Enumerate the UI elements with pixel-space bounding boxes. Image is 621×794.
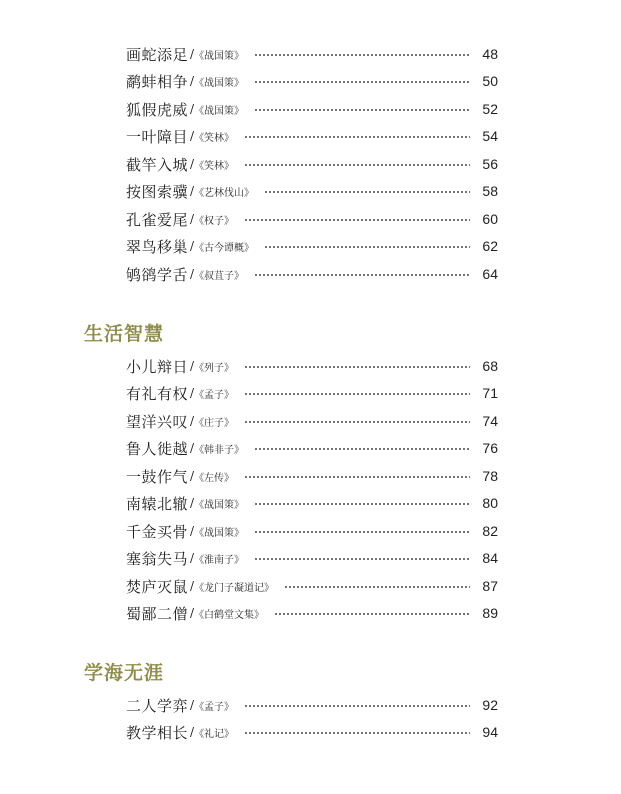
toc-entry[interactable]: [126, 492, 498, 514]
entry-source: 《白鹤堂文集》: [194, 609, 265, 621]
entry-source: 《战国策》: [194, 77, 245, 89]
separator: /: [190, 267, 195, 281]
toc-entry[interactable]: [126, 180, 498, 202]
toc-entry[interactable]: [126, 721, 498, 743]
entry-title: 望洋兴叹: [126, 412, 189, 431]
entry-source: 《庄子》: [194, 417, 235, 429]
entry-source: 《龙门子凝道记》: [194, 582, 275, 594]
page-number: 64: [482, 266, 498, 282]
dot-leader: [254, 531, 470, 533]
page-number: 87: [482, 578, 498, 594]
dot-leader: [244, 219, 470, 221]
separator: /: [190, 524, 195, 538]
separator: /: [190, 496, 195, 510]
separator: /: [190, 606, 195, 620]
dot-leader: [244, 366, 470, 368]
separator: /: [190, 129, 195, 143]
separator: /: [190, 184, 195, 198]
page-number: 48: [482, 46, 498, 62]
entry-title: 南辕北辙: [126, 494, 189, 513]
entry-source: 《战国策》: [194, 527, 245, 539]
separator: /: [190, 239, 195, 253]
toc-entry[interactable]: [126, 263, 498, 285]
entry-title: 孔雀爱尾: [126, 210, 189, 229]
separator: /: [190, 157, 195, 171]
dot-leader: [244, 164, 470, 166]
dot-leader: [284, 586, 470, 588]
entry-title: 千金买骨: [126, 522, 189, 541]
entry-title: 画蛇添足: [126, 45, 189, 64]
dot-leader: [274, 613, 470, 615]
entry-source: 《左传》: [194, 472, 235, 484]
separator: /: [190, 359, 195, 373]
page-number: 76: [482, 440, 498, 456]
separator: /: [190, 386, 195, 400]
entry-title: 一鼓作气: [126, 467, 189, 486]
separator: /: [190, 725, 195, 739]
toc-entry[interactable]: [126, 382, 498, 404]
entry-source: 《战国策》: [194, 50, 245, 62]
entry-title: 截竿入城: [126, 155, 189, 174]
entry-title: 焚庐灭鼠: [126, 577, 189, 596]
entry-title: 二人学弈: [126, 696, 189, 715]
entry-title: 一叶障目: [126, 127, 189, 146]
entry-source: 《艺林伐山》: [194, 187, 255, 199]
entry-source: 《笑林》: [194, 160, 235, 172]
page-number: 62: [482, 238, 498, 254]
toc-entry[interactable]: [126, 208, 498, 230]
toc-entry[interactable]: [126, 410, 498, 432]
entry-title: 教学相长: [126, 723, 189, 742]
entry-title: 塞翁失马: [126, 549, 189, 568]
separator: /: [190, 441, 195, 455]
page-number: 68: [482, 358, 498, 374]
page-number: 78: [482, 468, 498, 484]
page-number: 84: [482, 550, 498, 566]
entry-title: 鹬蚌相争: [126, 72, 189, 91]
separator: /: [190, 47, 195, 61]
dot-leader: [244, 393, 470, 395]
entry-source: 《孟子》: [194, 389, 235, 401]
page-number: 80: [482, 495, 498, 511]
dot-leader: [244, 421, 470, 423]
dot-leader: [244, 732, 470, 734]
separator: /: [190, 579, 195, 593]
section-heading: 生活智慧: [84, 323, 165, 345]
page-number: 54: [482, 128, 498, 144]
page-number: 74: [482, 413, 498, 429]
toc-entry[interactable]: [126, 575, 498, 597]
entry-source: 《战国策》: [194, 105, 245, 117]
toc-entry[interactable]: [126, 547, 498, 569]
section-heading: 学海无涯: [84, 662, 165, 684]
toc-entry[interactable]: [126, 437, 498, 459]
page-number: 94: [482, 724, 498, 740]
dot-leader: [254, 54, 470, 56]
entry-source: 《叔苴子》: [194, 270, 245, 282]
page-number: 89: [482, 605, 498, 621]
page-number: 92: [482, 697, 498, 713]
entry-title: 小儿辩日: [126, 357, 189, 376]
entry-title: 鸲鹆学舌: [126, 265, 189, 284]
dot-leader: [254, 448, 470, 450]
entry-title: 翠鸟移巢: [126, 237, 189, 256]
toc-entry[interactable]: [126, 235, 498, 257]
entry-title: 蜀鄙二僧: [126, 604, 189, 623]
entry-title: 狐假虎威: [126, 100, 189, 119]
toc-entry[interactable]: [126, 125, 498, 147]
entry-source: 《战国策》: [194, 499, 245, 511]
page-number: 56: [482, 156, 498, 172]
toc-entry[interactable]: [126, 465, 498, 487]
entry-source: 《礼记》: [194, 728, 235, 740]
entry-source: 《笑林》: [194, 132, 235, 144]
toc-entry[interactable]: [126, 355, 498, 377]
dot-leader: [244, 476, 470, 478]
entry-source: 《淮南子》: [194, 554, 245, 566]
page-number: 82: [482, 523, 498, 539]
dot-leader: [264, 191, 470, 193]
dot-leader: [254, 274, 470, 276]
toc-entry[interactable]: [126, 153, 498, 175]
entry-title: 按图索骥: [126, 182, 189, 201]
toc-entry[interactable]: [126, 70, 498, 92]
page-number: 71: [482, 385, 498, 401]
page-number: 50: [482, 73, 498, 89]
separator: /: [190, 551, 195, 565]
separator: /: [190, 212, 195, 226]
separator: /: [190, 74, 195, 88]
entry-source: 《韩非子》: [194, 444, 245, 456]
dot-leader: [244, 136, 470, 138]
entry-source: 《孟子》: [194, 701, 235, 713]
entry-source: 《列子》: [194, 362, 235, 374]
entry-source: 《古今谭概》: [194, 242, 255, 254]
entry-source: 《权子》: [194, 215, 235, 227]
page-number: 60: [482, 211, 498, 227]
dot-leader: [244, 705, 470, 707]
dot-leader: [254, 109, 470, 111]
toc-entry[interactable]: [126, 43, 498, 65]
entry-title: 有礼有权: [126, 384, 189, 403]
separator: /: [190, 414, 195, 428]
separator: /: [190, 698, 195, 712]
page-number: 52: [482, 101, 498, 117]
separator: /: [190, 102, 195, 116]
toc-entry[interactable]: [126, 98, 498, 120]
toc-entry[interactable]: [126, 520, 498, 542]
dot-leader: [254, 503, 470, 505]
page-number: 58: [482, 183, 498, 199]
entry-title: 鲁人徙越: [126, 439, 189, 458]
dot-leader: [254, 558, 470, 560]
toc-entry[interactable]: [126, 602, 498, 624]
separator: /: [190, 469, 195, 483]
toc-entry[interactable]: [126, 694, 498, 716]
dot-leader: [254, 81, 470, 83]
dot-leader: [264, 246, 470, 248]
